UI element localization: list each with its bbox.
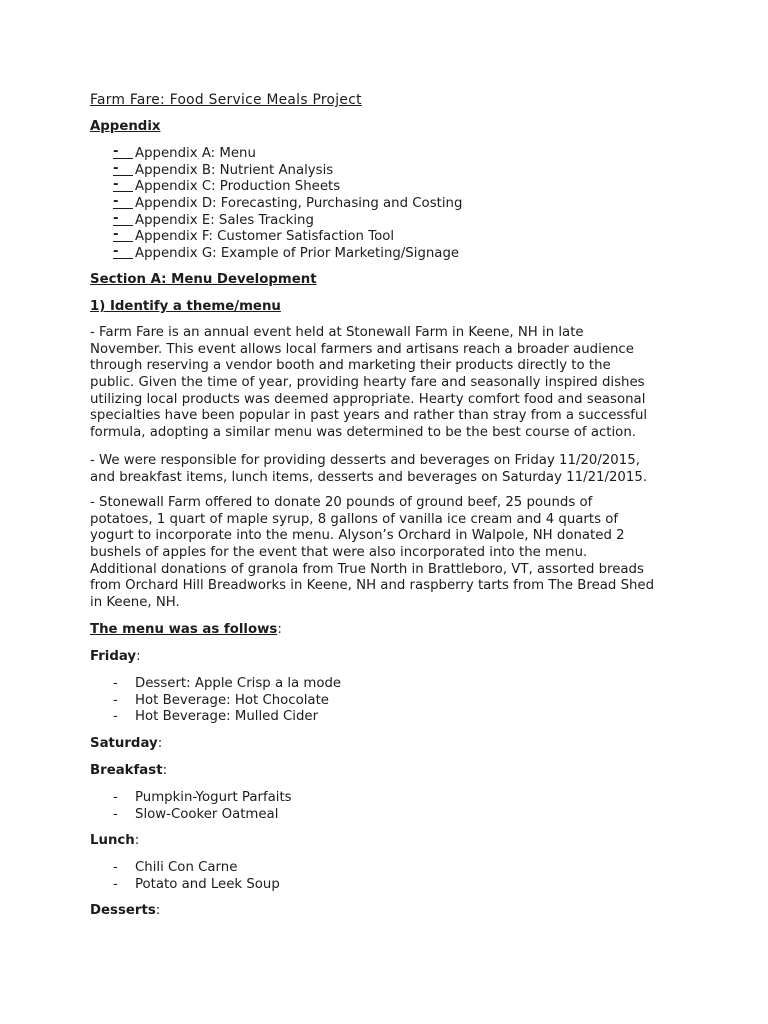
meal-label-row (90, 763, 167, 780)
meal-label-row (90, 833, 139, 850)
meal-label-row (90, 903, 160, 920)
menu-item (90, 877, 280, 894)
menu-item (90, 709, 341, 726)
paragraph-line: Additional donations of granola from True North in Brattleboro, VT, assorted breads (90, 561, 644, 577)
meal-label: Lunch (90, 833, 135, 848)
list-marker: - (113, 179, 133, 192)
menu-item-label: Hot Beverage: Hot Chocolate (135, 692, 329, 708)
paragraph-line: - Farm Fare is an annual event held at Stonewall Farm in Keene, NH in late (90, 325, 584, 340)
appendix-item (90, 179, 462, 196)
paragraph-line: through reserving a vendor booth and marketing their products directly to the (90, 358, 611, 374)
list-marker: - (113, 709, 118, 725)
menu-heading: The menu was as follows (90, 622, 278, 637)
paragraph-line: yogurt to incorporate into the menu. Alyson’s Orchard in Walpole, NH donated 2 (90, 528, 625, 544)
appendix-item-label: Appendix F: Customer Satisfaction Tool (135, 229, 395, 245)
paragraph-line: - Stonewall Farm offered to donate 20 pounds of ground beef, 25 pounds of (90, 495, 593, 510)
list-marker: - (113, 876, 118, 892)
menu-item-label: Slow-Cooker Oatmeal (135, 806, 279, 822)
menu-list (90, 860, 280, 893)
paragraph-line: public. Given the time of year, providing hearty fare and seasonally inspired dishes (90, 374, 645, 390)
menu-item (90, 860, 280, 877)
document-title: Farm Fare: Food Service Meals Project (90, 92, 362, 108)
label-colon: : (157, 736, 163, 751)
meal-label: Breakfast (90, 763, 163, 778)
label-colon: : (136, 649, 141, 664)
list-marker: - (113, 692, 118, 708)
menu-item (90, 807, 292, 824)
subsection-heading: 1) Identify a theme/menu (90, 299, 281, 314)
list-marker: - (113, 860, 118, 875)
appendix-item (90, 243, 462, 263)
paragraph-line: formula, adopting a similar menu was determined to be the best course of action. (90, 424, 636, 440)
paragraph-line: November. This event allows local farmers and artisans reach a broader audience (90, 341, 634, 357)
appendix-item (90, 160, 462, 180)
appendix-item-label: Appendix C: Production Sheets (135, 179, 341, 195)
menu-item-label: Pumpkin-Yogurt Parfaits (135, 790, 292, 805)
paragraph (90, 453, 647, 486)
list-marker: - (113, 806, 118, 822)
paragraph-line: bushels of apples for the event that were also incorporated into the menu. (90, 544, 588, 560)
menu-item (90, 676, 341, 693)
appendix-item-label: Appendix E: Sales Tracking (135, 212, 314, 228)
day-label-row (90, 649, 141, 666)
menu-list (90, 790, 292, 823)
paragraph (90, 325, 647, 442)
day-label: Saturday (90, 736, 158, 751)
list-marker: - (113, 229, 133, 242)
menu-item (90, 693, 341, 710)
menu-item-label: Potato and Leek Soup (135, 876, 280, 892)
paragraph-line: in Keene, NH. (90, 594, 180, 610)
appendix-item-label: Appendix B: Nutrient Analysis (135, 162, 334, 178)
appendix-item-label: Appendix A: Menu (135, 146, 256, 161)
section-heading: Section A: Menu Development (90, 272, 317, 287)
appendix-list (90, 146, 462, 263)
list-marker: - (113, 163, 133, 176)
appendix-item-label: Appendix G: Example of Prior Marketing/Signage (135, 245, 460, 261)
paragraph-line: and breakfast items, lunch items, desserts and beverages on Saturday 11/21/2015. (90, 469, 648, 485)
menu-item-label: Dessert: Apple Crisp a la mode (135, 676, 342, 691)
label-colon: : (155, 903, 161, 918)
paragraph-line: utilizing local products was deemed appropriate. Hearty comfort food and seasonal (90, 391, 646, 407)
appendix-item (90, 193, 463, 213)
appendix-item (90, 210, 462, 230)
day-label-row (90, 736, 162, 753)
appendix-item (90, 146, 462, 163)
list-marker: - (113, 246, 133, 259)
appendix-item (90, 229, 462, 246)
list-marker: - (113, 790, 118, 805)
label-colon: : (162, 763, 168, 778)
paragraph-line: potatoes, 1 quart of maple syrup, 8 gallons of vanilla ice cream and 4 quarts of (90, 511, 619, 527)
menu-list (90, 676, 341, 726)
list-marker: - (113, 213, 133, 226)
paragraph (90, 495, 654, 612)
paragraph-line: specialties have been popular in past years and rather than stray from a successful (90, 408, 648, 424)
paragraph-line: - We were responsible for providing desserts and beverages on Friday 11/20/2015, (90, 453, 640, 468)
heading-colon: : (277, 622, 282, 637)
appendix-item-label: Appendix D: Forecasting, Purchasing and Costing (135, 195, 463, 211)
list-marker: - (113, 676, 118, 691)
paragraph-line: from Orchard Hill Breadworks in Keene, NH and raspberry tarts from The Bread Shed (90, 578, 655, 594)
list-marker: - (113, 196, 133, 209)
menu-item (90, 790, 292, 807)
meal-label: Desserts (90, 903, 156, 918)
menu-item-label: Chili Con Carne (135, 860, 238, 875)
menu-heading-row (90, 622, 282, 639)
list-marker: - (113, 146, 133, 159)
day-label: Friday (90, 649, 137, 664)
appendix-heading: Appendix (90, 119, 161, 134)
label-colon: : (134, 833, 140, 848)
menu-item-label: Hot Beverage: Mulled Cider (135, 709, 319, 725)
